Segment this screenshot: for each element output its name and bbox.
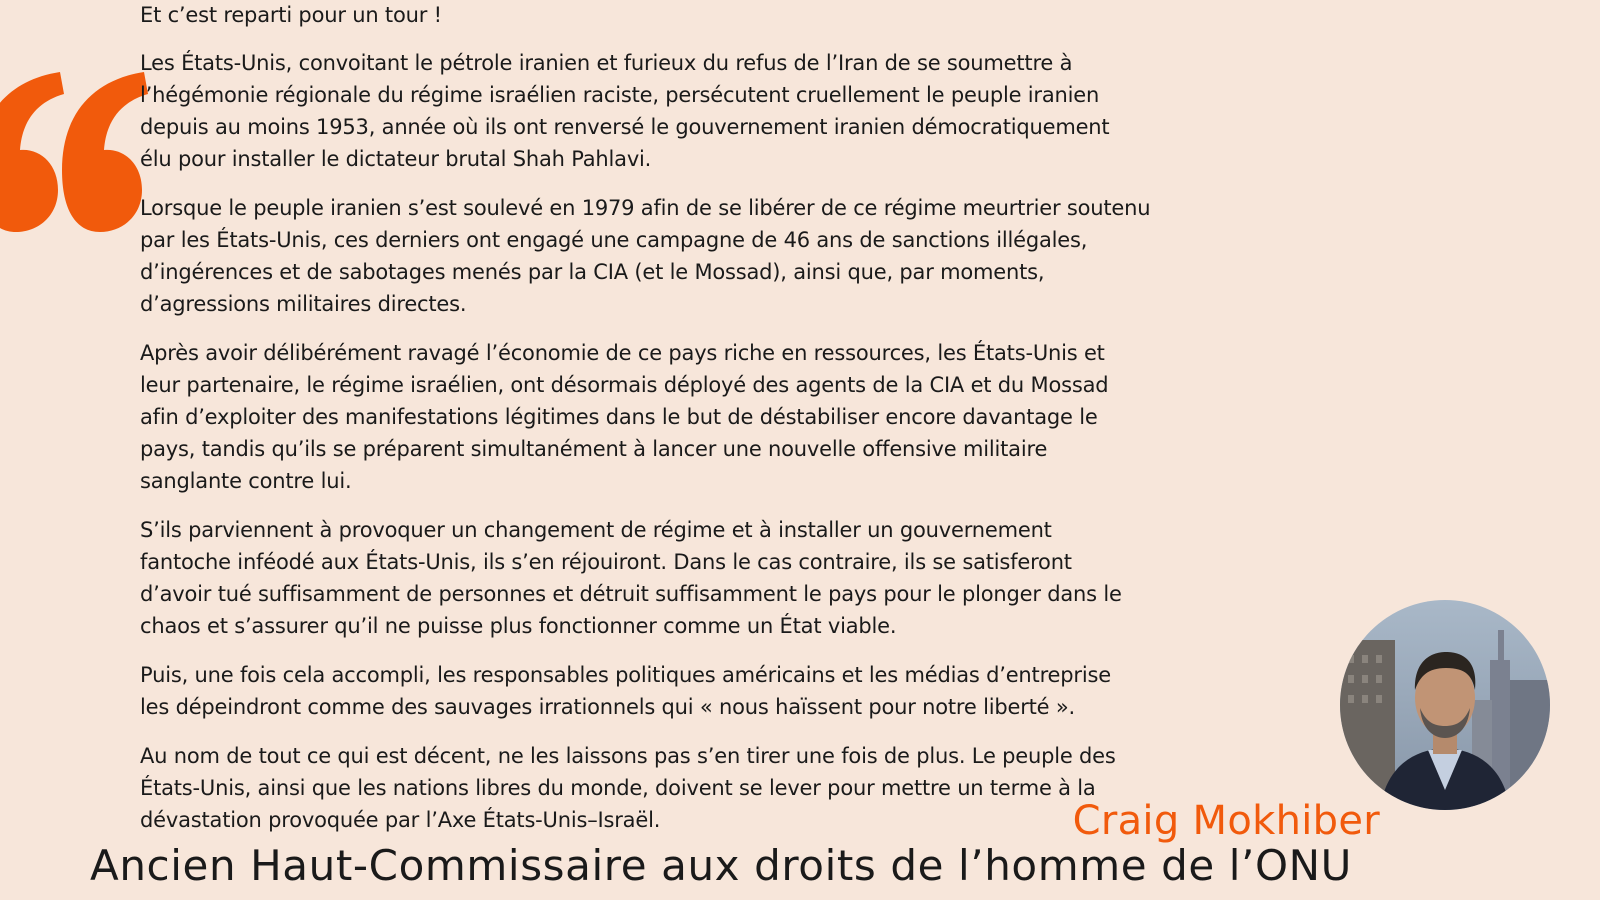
author-portrait-icon xyxy=(1340,600,1550,810)
quote-body xyxy=(140,0,1355,853)
quote-paragraph: Au nom de tout ce qui est décent, ne les laissons pas s’en tirer une fois de plus. Le peuple des États-Unis, ainsi que les nations libres du monde, doivent se lever pour mettre un terme à la dévastation provoquée par l’Axe États-Unis–Israël. xyxy=(140,744,1116,832)
quote-paragraph: S’ils parviennent à provoquer un changement de régime et à installer un gouvernement fantoche inféodé aux États-Unis, ils s’en réjouiront. Dans le cas contraire, ils se satisferont d’avoir tué suffisamment de personnes et détruit suffisamment le pays pour le plonger dans le chaos et s’assurer qu’il ne puisse plus fonctionner comme un État viable. xyxy=(140,518,1122,638)
quote-paragraph: Lorsque le peuple iranien s’est soulevé en 1979 afin de se libérer de ce régime meurtrier soutenu par les États-Unis, ces derniers ont engagé une campagne de 46 ans de sanctions illégales, d’ingérences et de sabotages menés par la CIA (et le Mossad), ainsi que, par moments, d’agressions militaires directes. xyxy=(140,196,1151,316)
author-avatar xyxy=(1340,600,1550,810)
quote-paragraph: Puis, une fois cela accompli, les responsables politiques américains et les médias d’entreprise les dépeindront comme des sauvages irrationnels qui « nous haïssent pour notre liberté ». xyxy=(140,663,1111,719)
author-name: Craig Mokhiber xyxy=(1072,798,1380,844)
quote-paragraph: Après avoir délibérément ravagé l’économie de ce pays riche en ressources, les États-Unis et leur partenaire, le régime israélien, ont désormais déployé des agents de la CIA et du Mossad afin d’exploiter des manifestations légitimes dans le but de déstabiliser encore davantage le pays, tandis qu’ils se préparent simultanément à lancer une nouvelle offensive militaire sanglante contre lui. xyxy=(140,341,1109,493)
quote-paragraph: Les États-Unis, convoitant le pétrole iranien et furieux du refus de l’Iran de se soumettre à l’hégémonie régionale du régime israélien raciste, persécutent cruellement le peuple iranien depuis au moins 1953, année où ils ont renversé le gouvernement iranien démocratiquement élu pour installer le dictateur brutal Shah Pahlavi. xyxy=(140,51,1110,171)
author-title: Ancien Haut-Commissaire aux droits de l’homme de l’ONU xyxy=(90,841,1353,890)
quote-mark-icon xyxy=(0,60,148,250)
quote-paragraph: Et c’est reparti pour un tour ! xyxy=(140,3,442,27)
